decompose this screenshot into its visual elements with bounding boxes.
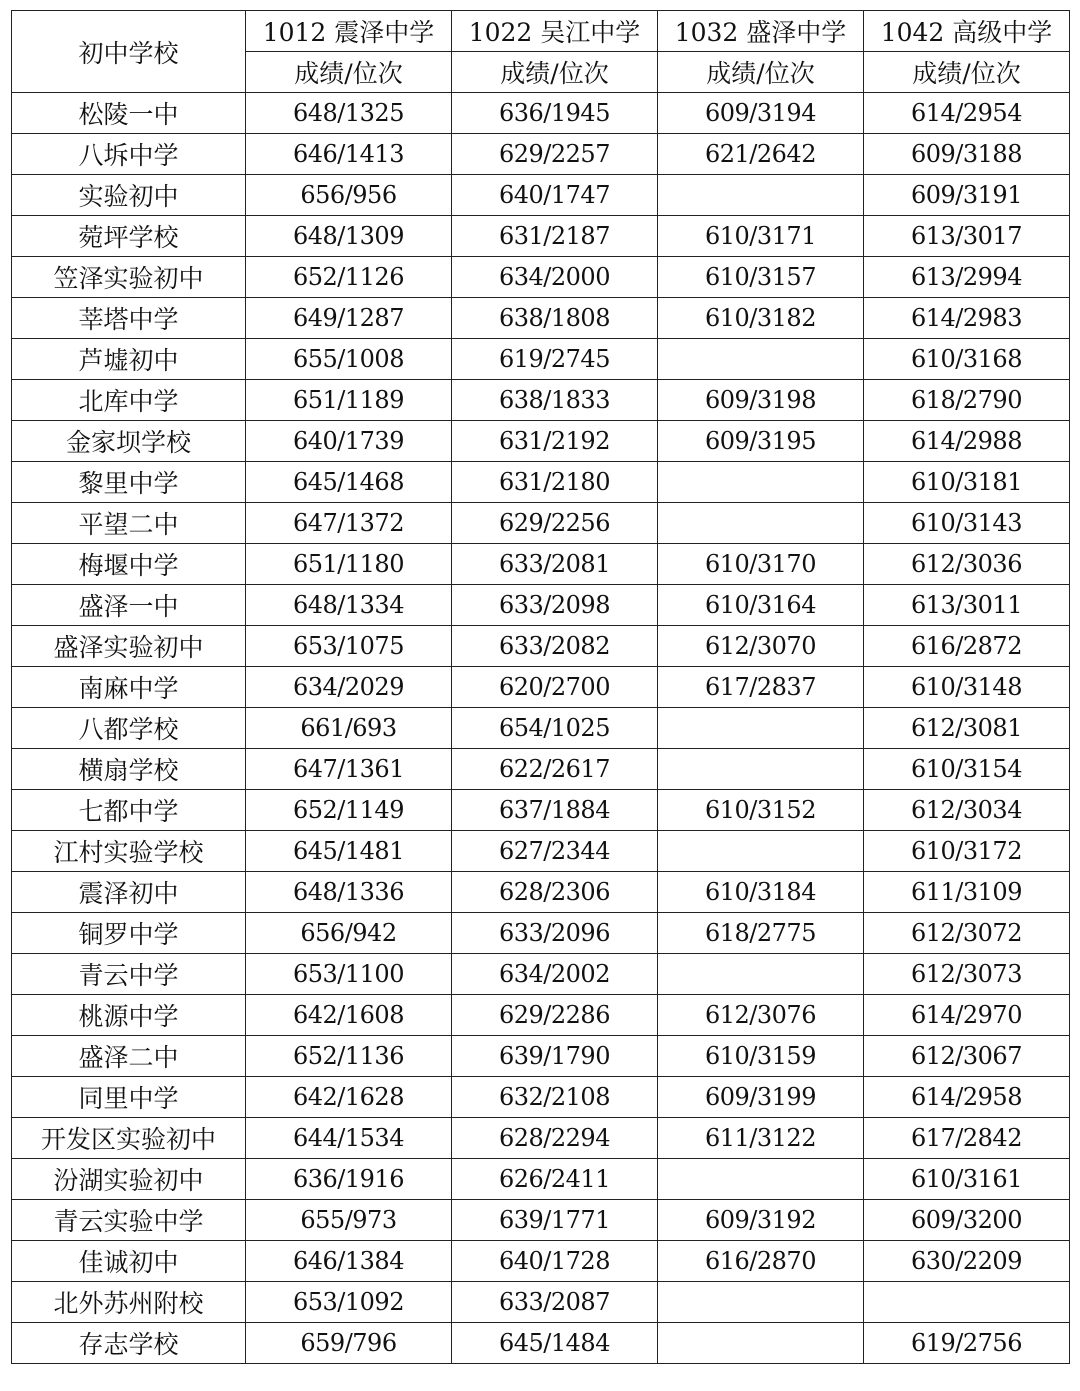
score-rank-cell: 652/1126 [246,257,452,298]
score-rank-cell: 629/2286 [452,995,658,1036]
score-rank-cell: 609/3192 [658,1200,864,1241]
score-rank-cell: 613/2994 [864,257,1070,298]
score-rank-cell: 614/2988 [864,421,1070,462]
score-rank-cell: 655/973 [246,1200,452,1241]
corner-header-junior-school: 初中学校 [12,11,246,93]
junior-school-name: 松陵一中 [12,93,246,134]
score-rank-cell: 610/3168 [864,339,1070,380]
score-rank-cell: 616/2870 [658,1241,864,1282]
junior-school-name: 同里中学 [12,1077,246,1118]
junior-school-name: 佳诚初中 [12,1241,246,1282]
score-rank-cell: 633/2082 [452,626,658,667]
junior-school-name: 盛泽二中 [12,1036,246,1077]
table-row [12,93,1070,134]
score-rank-cell [658,1282,864,1323]
junior-school-name: 芦墟初中 [12,339,246,380]
score-rank-cell: 619/2756 [864,1323,1070,1364]
score-rank-cell: 609/3200 [864,1200,1070,1241]
score-rank-cell: 610/3143 [864,503,1070,544]
score-rank-cell: 630/2209 [864,1241,1070,1282]
score-rank-cell: 614/2954 [864,93,1070,134]
junior-school-name: 笠泽实验初中 [12,257,246,298]
score-rank-cell: 610/3170 [658,544,864,585]
score-rank-cell: 614/2970 [864,995,1070,1036]
score-rank-cell: 621/2642 [658,134,864,175]
score-rank-cell: 645/1468 [246,462,452,503]
score-rank-cell: 617/2842 [864,1118,1070,1159]
score-rank-cell: 610/3184 [658,872,864,913]
score-rank-cell: 633/2087 [452,1282,658,1323]
score-rank-cell: 626/2411 [452,1159,658,1200]
score-rank-cell: 629/2257 [452,134,658,175]
score-rank-cell: 619/2745 [452,339,658,380]
junior-school-name: 盛泽一中 [12,585,246,626]
junior-school-name: 青云实验中学 [12,1200,246,1241]
score-rank-cell: 646/1384 [246,1241,452,1282]
score-rank-cell: 651/1189 [246,380,452,421]
score-rank-cell: 649/1287 [246,298,452,339]
score-rank-cell: 610/3181 [864,462,1070,503]
junior-school-name: 桃源中学 [12,995,246,1036]
score-rank-cell: 642/1608 [246,995,452,1036]
junior-school-name: 铜罗中学 [12,913,246,954]
score-rank-cell: 628/2294 [452,1118,658,1159]
score-rank-cell [658,708,864,749]
score-rank-cell: 638/1833 [452,380,658,421]
score-rank-cell: 639/1771 [452,1200,658,1241]
score-rank-cell: 636/1916 [246,1159,452,1200]
junior-school-name: 横扇学校 [12,749,246,790]
score-rank-cell: 612/3067 [864,1036,1070,1077]
score-table-sheet [11,10,1069,1364]
column-header-zhenze: 1012 震泽中学 [246,11,452,52]
score-rank-cell: 634/2000 [452,257,658,298]
table-row [12,954,1070,995]
junior-school-name: 平望二中 [12,503,246,544]
score-rank-cell: 609/3198 [658,380,864,421]
score-rank-cell: 633/2098 [452,585,658,626]
score-rank-cell: 652/1149 [246,790,452,831]
score-rank-cell: 610/3157 [658,257,864,298]
score-rank-cell: 631/2192 [452,421,658,462]
score-rank-cell: 632/2108 [452,1077,658,1118]
score-rank-cell: 639/1790 [452,1036,658,1077]
score-rank-cell: 640/1747 [452,175,658,216]
score-rank-cell: 612/3073 [864,954,1070,995]
score-rank-cell: 648/1336 [246,872,452,913]
table-row [12,1241,1070,1282]
score-rank-cell: 610/3159 [658,1036,864,1077]
junior-school-name: 北库中学 [12,380,246,421]
table-row [12,380,1070,421]
score-rank-cell: 651/1180 [246,544,452,585]
junior-school-name: 黎里中学 [12,462,246,503]
score-rank-cell: 612/3076 [658,995,864,1036]
score-rank-cell: 646/1413 [246,134,452,175]
table-row [12,216,1070,257]
subheader-score-rank: 成绩/位次 [452,52,658,93]
score-rank-cell: 618/2775 [658,913,864,954]
score-rank-cell [658,175,864,216]
score-rank-cell: 653/1100 [246,954,452,995]
score-rank-cell: 652/1136 [246,1036,452,1077]
junior-school-name: 莘塔中学 [12,298,246,339]
score-rank-cell [658,1323,864,1364]
score-rank-cell: 648/1309 [246,216,452,257]
table-row [12,1323,1070,1364]
score-rank-cell [658,831,864,872]
score-rank-cell: 610/3171 [658,216,864,257]
score-rank-cell: 631/2180 [452,462,658,503]
table-row [12,503,1070,544]
table-row [12,790,1070,831]
score-rank-cell: 611/3122 [658,1118,864,1159]
score-rank-cell: 633/2096 [452,913,658,954]
score-rank-cell [658,503,864,544]
junior-school-name: 梅堰中学 [12,544,246,585]
score-rank-cell: 645/1484 [452,1323,658,1364]
score-rank-cell: 609/3195 [658,421,864,462]
column-header-shengze: 1032 盛泽中学 [658,11,864,52]
score-rank-cell: 613/3017 [864,216,1070,257]
score-rank-cell: 612/3034 [864,790,1070,831]
subheader-score-rank: 成绩/位次 [658,52,864,93]
table-row [12,339,1070,380]
table-row [12,667,1070,708]
table-row [12,913,1070,954]
header-row-schools [12,11,1070,52]
score-rank-cell: 637/1884 [452,790,658,831]
score-rank-cell: 610/3182 [658,298,864,339]
score-rank-cell: 612/3081 [864,708,1070,749]
junior-school-name: 盛泽实验初中 [12,626,246,667]
score-rank-cell: 622/2617 [452,749,658,790]
table-row [12,1036,1070,1077]
junior-school-name: 汾湖实验初中 [12,1159,246,1200]
score-rank-cell: 661/693 [246,708,452,749]
score-rank-cell: 638/1808 [452,298,658,339]
score-rank-cell: 610/3154 [864,749,1070,790]
score-rank-cell: 610/3164 [658,585,864,626]
score-rank-cell: 642/1628 [246,1077,452,1118]
junior-school-name: 江村实验学校 [12,831,246,872]
table-row [12,831,1070,872]
table-row [12,1159,1070,1200]
score-rank-cell: 612/3072 [864,913,1070,954]
score-rank-cell: 610/3148 [864,667,1070,708]
junior-school-name: 青云中学 [12,954,246,995]
junior-school-name: 存志学校 [12,1323,246,1364]
table-row [12,708,1070,749]
score-rank-cell [658,749,864,790]
score-rank-cell: 612/3036 [864,544,1070,585]
table-row [12,749,1070,790]
junior-school-name: 北外苏州附校 [12,1282,246,1323]
score-rank-cell: 634/2002 [452,954,658,995]
junior-school-name: 菀坪学校 [12,216,246,257]
score-rank-cell: 611/3109 [864,872,1070,913]
score-rank-cell: 609/3188 [864,134,1070,175]
score-rank-cell: 645/1481 [246,831,452,872]
score-rank-cell: 618/2790 [864,380,1070,421]
score-rank-cell: 640/1739 [246,421,452,462]
score-rank-cell: 614/2983 [864,298,1070,339]
table-row [12,134,1070,175]
score-rank-cell: 610/3161 [864,1159,1070,1200]
score-rank-cell: 617/2837 [658,667,864,708]
table-row [12,585,1070,626]
score-rank-cell: 631/2187 [452,216,658,257]
score-rank-cell: 648/1334 [246,585,452,626]
column-header-wujiang: 1022 吴江中学 [452,11,658,52]
table-row [12,462,1070,503]
column-header-gaoji: 1042 高级中学 [864,11,1070,52]
table-header [12,11,1070,93]
score-rank-cell: 610/3172 [864,831,1070,872]
table-row [12,421,1070,462]
score-rank-cell: 633/2081 [452,544,658,585]
score-rank-cell: 609/3191 [864,175,1070,216]
score-rank-cell: 647/1372 [246,503,452,544]
subheader-score-rank: 成绩/位次 [864,52,1070,93]
score-rank-cell [658,339,864,380]
score-rank-cell: 653/1092 [246,1282,452,1323]
score-rank-cell: 655/1008 [246,339,452,380]
score-rank-cell: 636/1945 [452,93,658,134]
score-rank-cell: 628/2306 [452,872,658,913]
table-row [12,257,1070,298]
table-row [12,1077,1070,1118]
junior-school-name: 八坼中学 [12,134,246,175]
score-rank-cell: 614/2958 [864,1077,1070,1118]
score-rank-cell: 616/2872 [864,626,1070,667]
junior-school-name: 震泽初中 [12,872,246,913]
score-rank-cell: 656/942 [246,913,452,954]
admission-score-table [11,10,1070,1364]
table-row [12,1118,1070,1159]
score-rank-cell: 654/1025 [452,708,658,749]
score-rank-cell: 653/1075 [246,626,452,667]
score-rank-cell: 613/3011 [864,585,1070,626]
junior-school-name: 八都学校 [12,708,246,749]
table-row [12,175,1070,216]
junior-school-name: 七都中学 [12,790,246,831]
table-row [12,298,1070,339]
score-rank-cell: 612/3070 [658,626,864,667]
table-row [12,995,1070,1036]
subheader-score-rank: 成绩/位次 [246,52,452,93]
junior-school-name: 金家坝学校 [12,421,246,462]
junior-school-name: 南麻中学 [12,667,246,708]
score-rank-cell [658,462,864,503]
score-rank-cell: 648/1325 [246,93,452,134]
score-rank-cell [658,954,864,995]
score-rank-cell: 629/2256 [452,503,658,544]
score-rank-cell [864,1282,1070,1323]
score-rank-cell: 640/1728 [452,1241,658,1282]
score-rank-cell: 634/2029 [246,667,452,708]
junior-school-name: 实验初中 [12,175,246,216]
score-rank-cell: 627/2344 [452,831,658,872]
table-row [12,626,1070,667]
score-rank-cell: 609/3194 [658,93,864,134]
table-body [12,93,1070,1364]
score-rank-cell: 656/956 [246,175,452,216]
table-row [12,544,1070,585]
score-rank-cell: 609/3199 [658,1077,864,1118]
score-rank-cell: 620/2700 [452,667,658,708]
table-row [12,1200,1070,1241]
score-rank-cell: 647/1361 [246,749,452,790]
score-rank-cell: 644/1534 [246,1118,452,1159]
score-rank-cell: 610/3152 [658,790,864,831]
junior-school-name: 开发区实验初中 [12,1118,246,1159]
table-row [12,1282,1070,1323]
table-row [12,872,1070,913]
score-rank-cell: 659/796 [246,1323,452,1364]
score-rank-cell [658,1159,864,1200]
